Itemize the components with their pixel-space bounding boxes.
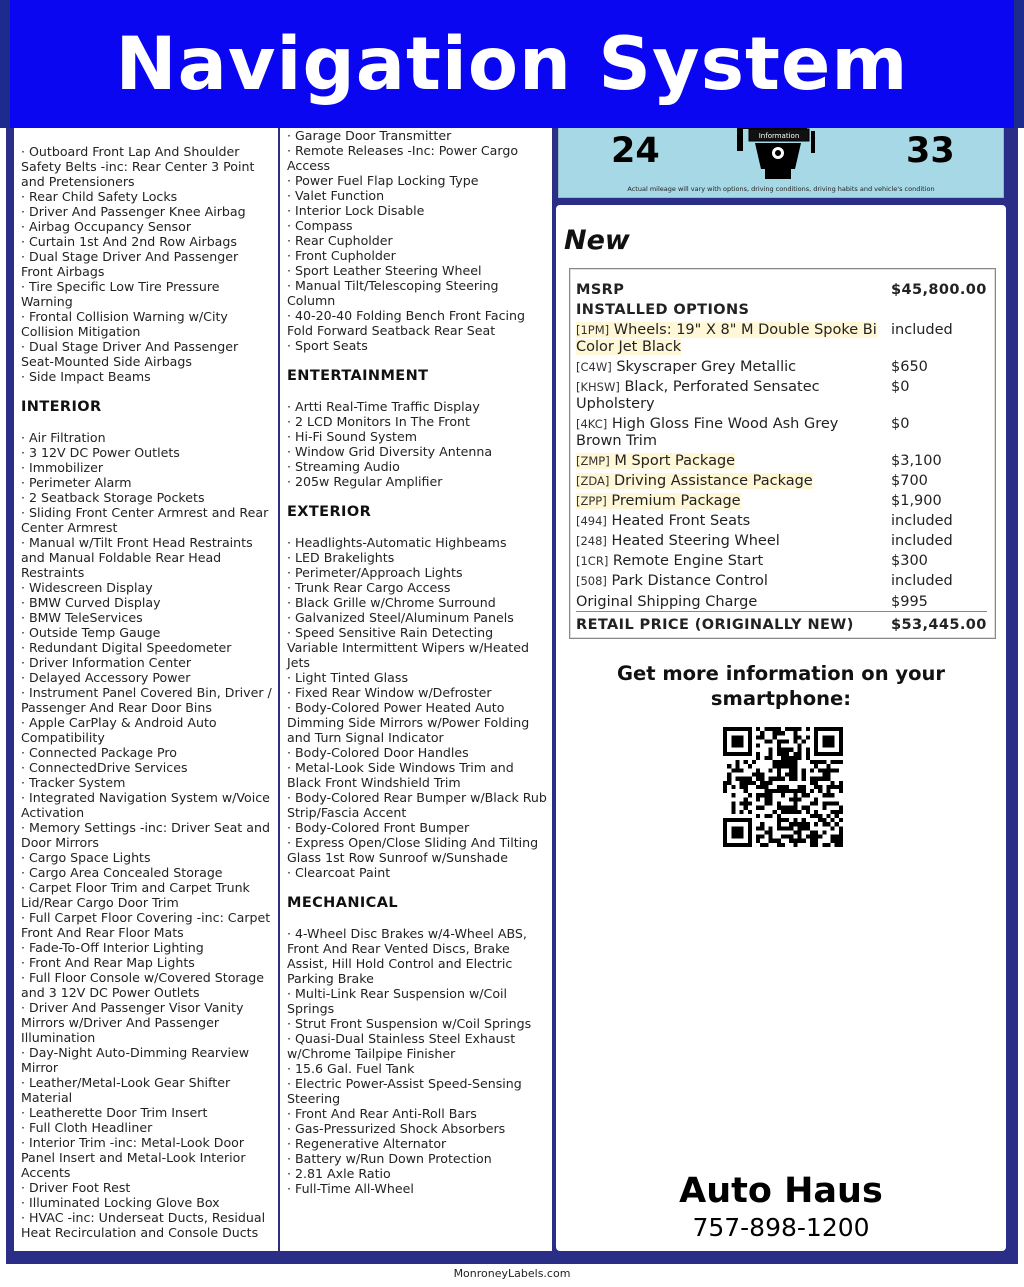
feature-item: · Quasi-Dual Stainless Steel Exhaust w/Chrome Tailpipe Finisher [287, 1031, 548, 1061]
option-description [576, 453, 881, 470]
feature-item: · Speed Sensitive Rain Detecting Variable Intermittent Wipers w/Heated Jets [287, 625, 548, 670]
option-description [576, 533, 881, 550]
feature-item: · Frontal Collision Warning w/City Collision Mitigation [21, 309, 274, 339]
option-description [576, 359, 881, 376]
retail-value: $53,445.00 [891, 617, 987, 633]
option-row [576, 322, 987, 356]
option-description [576, 322, 881, 356]
option-text [576, 453, 735, 469]
option-text [576, 533, 780, 549]
option-text [576, 379, 820, 412]
feature-item: · 15.6 Gal. Fuel Tank [287, 1061, 548, 1076]
feature-item: · BMW Curved Display [21, 595, 274, 610]
feature-item: · 205w Regular Amplifier [287, 474, 548, 489]
feature-item: · Curtain 1st And 2nd Row Airbags [21, 234, 274, 249]
option-text [576, 573, 768, 589]
option-price: included [891, 513, 953, 529]
shipping-row [576, 594, 987, 611]
feature-item: · Driver Information Center [21, 655, 274, 670]
banner-title: Navigation System [115, 22, 909, 107]
feature-item: · ConnectedDrive Services [21, 760, 274, 775]
feature-item: · Body-Colored Rear Bumper w/Black Rub Strip/Fascia Accent [287, 790, 548, 820]
option-text [576, 493, 741, 509]
feature-item: · Outboard Front Lap And Shoulder Safety Belts -inc: Rear Center 3 Point and Pretensioners [21, 144, 274, 189]
feature-item: · 2 LCD Monitors In The Front [287, 414, 548, 429]
feature-item: · Full Carpet Floor Covering -inc: Carpet Front And Rear Floor Mats [21, 910, 274, 940]
feature-item: · Garage Door Transmitter [287, 128, 548, 143]
option-description [576, 553, 881, 570]
feature-item: · Sport Seats [287, 338, 548, 353]
highway-mpg-value: 33 [906, 131, 955, 171]
interior-feature-list [21, 430, 274, 1240]
feature-item: · Galvanized Steel/Aluminum Panels [287, 610, 548, 625]
option-code: [1PM] [576, 323, 610, 337]
option-description [576, 493, 881, 510]
title-banner [0, 0, 1024, 128]
left-features-column [14, 118, 278, 1251]
option-code: [508] [576, 574, 607, 588]
feature-item: · Strut Front Suspension w/Coil Springs [287, 1016, 548, 1031]
option-code: [ZDA] [576, 474, 610, 488]
feature-item: · Multi-Link Rear Suspension w/Coil Springs [287, 986, 548, 1016]
option-name: Heated Front Seats [611, 513, 751, 529]
option-price: $1,900 [891, 493, 942, 509]
option-text [576, 359, 796, 375]
feature-item: · Tracker System [21, 775, 274, 790]
pricing-panel [556, 205, 1006, 1251]
feature-item: · Trunk Rear Cargo Access [287, 580, 548, 595]
msrp-value: $45,800.00 [891, 282, 987, 298]
option-price: $300 [891, 553, 928, 569]
feature-item: · Connected Package Pro [21, 745, 274, 760]
feature-item: · Rear Child Safety Locks [21, 189, 274, 204]
pump-label: Information [758, 132, 800, 140]
option-description [576, 513, 881, 530]
feature-item: · Body-Colored Power Heated Auto Dimming Side Mirrors w/Power Folding and Turn Signal Indicator [287, 700, 548, 745]
option-code: [KHSW] [576, 380, 620, 394]
option-row [576, 573, 987, 590]
section-title-exterior: EXTERIOR [287, 504, 372, 520]
feature-item: · HVAC -inc: Underseat Ducts, Residual Heat Recirculation and Console Ducts [21, 1210, 274, 1240]
feature-item: · Valet Function [287, 188, 548, 203]
option-price: $650 [891, 359, 928, 375]
feature-item: · Remote Releases -Inc: Power Cargo Access [287, 143, 548, 173]
feature-item: · Day-Night Auto-Dimming Rearview Mirror [21, 1045, 274, 1075]
feature-item: · Light Tinted Glass [287, 670, 548, 685]
feature-item: · Cargo Area Concealed Storage [21, 865, 274, 880]
option-row [576, 553, 987, 570]
entertainment-feature-list [287, 399, 548, 489]
feature-item: · Fixed Rear Window w/Defroster [287, 685, 548, 700]
feature-item: · Driver And Passenger Visor Vanity Mirrors w/Driver And Passenger Illumination [21, 1000, 274, 1045]
feature-item: · Illuminated Locking Glove Box [21, 1195, 274, 1210]
option-text [576, 513, 750, 529]
feature-item: · Carpet Floor Trim and Carpet Trunk Lid/Rear Cargo Door Trim [21, 880, 274, 910]
option-row [576, 453, 987, 470]
option-name: Wheels: 19" X 8" M Double Spoke Bi Color Jet Black [576, 322, 877, 355]
feature-item: · Battery w/Run Down Protection [287, 1151, 548, 1166]
shipping-label: Original Shipping Charge [576, 594, 758, 610]
middle-features-column [280, 118, 552, 1251]
option-text [576, 416, 838, 449]
option-description [576, 379, 881, 413]
option-row [576, 379, 987, 413]
option-name: Park Distance Control [611, 573, 768, 589]
feature-item: · Body-Colored Front Bumper [287, 820, 548, 835]
retail-divider [576, 611, 987, 612]
feature-item: · Delayed Accessory Power [21, 670, 274, 685]
mileage-disclaimer: Actual mileage will vary with options, driving conditions, driving habits and vehicle's condition [627, 185, 935, 193]
feature-item: · Full Floor Console w/Covered Storage and 3 12V DC Power Outlets [21, 970, 274, 1000]
footer-credit[interactable]: MonroneyLabels.com [453, 1267, 571, 1280]
option-price: $3,100 [891, 453, 942, 469]
option-row [576, 513, 987, 530]
exterior-feature-list [287, 535, 548, 880]
feature-item: · Driver Foot Rest [21, 1180, 274, 1195]
option-price: $0 [891, 379, 910, 395]
option-text [576, 322, 877, 355]
continued-feature-list [287, 118, 548, 353]
msrp-row [576, 282, 987, 299]
option-name: Skyscraper Grey Metallic [616, 359, 797, 375]
safety-feature-list [21, 144, 274, 384]
option-row [576, 416, 987, 450]
feature-item: · Front And Rear Anti-Roll Bars [287, 1106, 548, 1121]
option-name: Premium Package [611, 493, 741, 509]
option-name: Heated Steering Wheel [611, 533, 780, 549]
option-row [576, 473, 987, 490]
feature-item: · Tire Specific Low Tire Pressure Warning [21, 279, 274, 309]
option-code: [ZMP] [576, 454, 610, 468]
feature-item: · Manual Tilt/Telescoping Steering Column [287, 278, 548, 308]
option-price: included [891, 573, 953, 589]
shipping-value: $995 [891, 594, 928, 610]
feature-item: · 4-Wheel Disc Brakes w/4-Wheel ABS, Front And Rear Vented Discs, Brake Assist, Hill Hold Control and Electric Parking Brake [287, 926, 548, 986]
feature-item: · Rear Cupholder [287, 233, 548, 248]
feature-item: · Redundant Digital Speedometer [21, 640, 274, 655]
feature-item: · Black Grille w/Chrome Surround [287, 595, 548, 610]
feature-item: · Leather/Metal-Look Gear Shifter Material [21, 1075, 274, 1105]
dealer-name: Auto Haus [679, 1171, 883, 1211]
option-name: High Gloss Fine Wood Ash Grey Brown Trim [576, 416, 839, 449]
feature-item: · Power Fuel Flap Locking Type [287, 173, 548, 188]
feature-item: · Clearcoat Paint [287, 865, 548, 880]
feature-item: · Driver And Passenger Knee Airbag [21, 204, 274, 219]
fuel-economy-box [558, 118, 1004, 198]
option-row [576, 533, 987, 550]
option-code: [494] [576, 514, 607, 528]
feature-item: · Leatherette Door Trim Insert [21, 1105, 274, 1120]
qr-code[interactable] [723, 727, 843, 847]
dealer-phone[interactable]: 757-898-1200 [692, 1213, 870, 1242]
feature-item: · Outside Temp Gauge [21, 625, 274, 640]
option-name: Black, Perforated Sensatec Upholstery [576, 379, 820, 412]
feature-item: · Express Open/Close Sliding And Tilting Glass 1st Row Sunroof w/Sunshade [287, 835, 548, 865]
option-name: M Sport Package [614, 453, 736, 469]
feature-item: · 3 12V DC Power Outlets [21, 445, 274, 460]
feature-item: · Airbag Occupancy Sensor [21, 219, 274, 234]
retail-price-row [576, 617, 987, 634]
feature-item: · Integrated Navigation System w/Voice Activation [21, 790, 274, 820]
feature-item: · Streaming Audio [287, 459, 548, 474]
feature-item: · BMW TeleServices [21, 610, 274, 625]
feature-item: · Interior Trim -inc: Metal-Look Door Panel Insert and Metal-Look Interior Accents [21, 1135, 274, 1180]
feature-item: · LED Brakelights [287, 550, 548, 565]
installed-options-header: INSTALLED OPTIONS [576, 302, 750, 318]
option-price: $700 [891, 473, 928, 489]
feature-item: · Full Cloth Headliner [21, 1120, 274, 1135]
option-price: included [891, 322, 953, 338]
city-mpg-value: 24 [611, 131, 660, 171]
feature-item: · 2 Seatback Storage Pockets [21, 490, 274, 505]
fuel-pump-icon [735, 123, 827, 183]
feature-item: · 40-20-40 Folding Bench Front Facing Fold Forward Seatback Rear Seat [287, 308, 548, 338]
feature-item: · Compass [287, 218, 548, 233]
option-name: Remote Engine Start [612, 553, 764, 569]
mechanical-feature-list [287, 926, 548, 1196]
section-title-entertainment: ENTERTAINMENT [287, 368, 429, 384]
option-description [576, 473, 881, 490]
feature-item: · Immobilizer [21, 460, 274, 475]
feature-item: · Dual Stage Driver And Passenger Seat-Mounted Side Airbags [21, 339, 274, 369]
option-text [576, 473, 813, 489]
msrp-label: MSRP [576, 282, 625, 298]
feature-item: · Perimeter/Approach Lights [287, 565, 548, 580]
condition-label: New [564, 225, 630, 256]
feature-item: · 2.81 Axle Ratio [287, 1166, 548, 1181]
feature-item: · Electric Power-Assist Speed-Sensing Steering [287, 1076, 548, 1106]
feature-item: · Fade-To-Off Interior Lighting [21, 940, 274, 955]
feature-item: · Hi-Fi Sound System [287, 429, 548, 444]
feature-item: · Instrument Panel Covered Bin, Driver / Passenger And Rear Door Bins [21, 685, 274, 715]
price-table [569, 268, 996, 639]
feature-item: · Front And Rear Map Lights [21, 955, 274, 970]
feature-item: · Front Cupholder [287, 248, 548, 263]
option-code: [248] [576, 534, 607, 548]
feature-item: · Memory Settings -inc: Driver Seat and Door Mirrors [21, 820, 274, 850]
feature-item: · Interior Lock Disable [287, 203, 548, 218]
smartphone-promo: Get more information on your smartphone: [617, 662, 945, 710]
feature-item: · Dual Stage Driver And Passenger Front Airbags [21, 249, 274, 279]
option-price: included [891, 533, 953, 549]
feature-item: · Headlights-Automatic Highbeams [287, 535, 548, 550]
feature-item: · Body-Colored Door Handles [287, 745, 548, 760]
feature-item: · Manual w/Tilt Front Head Restraints and Manual Foldable Rear Head Restraints [21, 535, 274, 580]
feature-item: · Side Impact Beams [21, 369, 274, 384]
feature-item: · Perimeter Alarm [21, 475, 274, 490]
feature-item: · Regenerative Alternator [287, 1136, 548, 1151]
option-description [576, 573, 881, 590]
option-code: [4KC] [576, 417, 608, 431]
feature-item: · Air Filtration [21, 430, 274, 445]
option-code: [ZPP] [576, 494, 607, 508]
option-price: $0 [891, 416, 910, 432]
feature-item: · Gas-Pressurized Shock Absorbers [287, 1121, 548, 1136]
retail-label: RETAIL PRICE (ORIGINALLY NEW) [576, 617, 854, 633]
section-title-interior: INTERIOR [21, 399, 102, 415]
feature-item: · Cargo Space Lights [21, 850, 274, 865]
option-row [576, 493, 987, 510]
feature-item: · Sliding Front Center Armrest and Rear Center Armrest [21, 505, 274, 535]
option-row [576, 359, 987, 376]
feature-item: · Window Grid Diversity Antenna [287, 444, 548, 459]
feature-item: · Widescreen Display [21, 580, 274, 595]
option-text [576, 553, 763, 569]
feature-item: · Sport Leather Steering Wheel [287, 263, 548, 278]
option-code: [C4W] [576, 360, 612, 374]
feature-item: · Artti Real-Time Traffic Display [287, 399, 548, 414]
option-code: [1CR] [576, 554, 609, 568]
section-title-mechanical: MECHANICAL [287, 895, 398, 911]
option-name: Driving Assistance Package [613, 473, 813, 489]
feature-item: · Metal-Look Side Windows Trim and Black Front Windshield Trim [287, 760, 548, 790]
option-description [576, 416, 881, 450]
feature-item: · Apple CarPlay & Android Auto Compatibility [21, 715, 274, 745]
feature-item: · Full-Time All-Wheel [287, 1181, 548, 1196]
